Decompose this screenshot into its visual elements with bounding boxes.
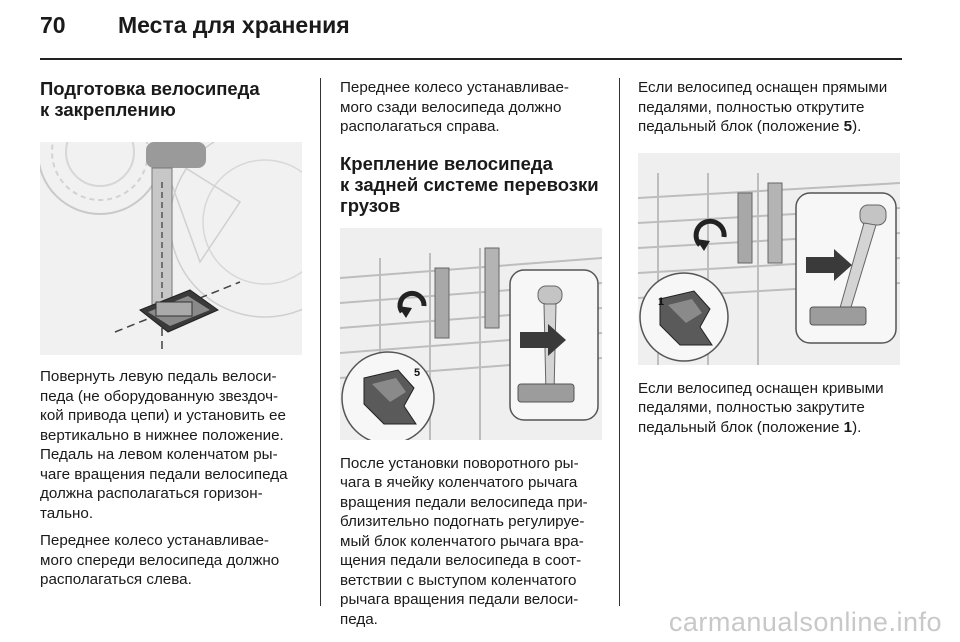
front-wheel-left-note: Переднее колесо устанавливае- мого спереди велосипеда должно располагаться слева. [40,532,280,588]
column-divider-2 [619,78,620,606]
column-2 [340,78,608,629]
column-3 [638,78,906,437]
rear-wheel-right-note: Переднее колесо устанавливае- мого сзади велосипеда должно располагаться справа. [340,79,569,135]
column-divider-1 [320,78,321,606]
position-label-5: 5 [414,366,421,379]
position-label-1: 1 [658,295,665,308]
section-heading-attach: Крепление велосипеда к задней системе перевозки грузов [340,152,599,216]
header-divider [40,58,902,60]
straight-pedal-instruction: Если велосипед оснащен прямыми педалями, полностью открутите педальный блок (положение 5). [638,79,888,135]
column-1 [40,78,308,590]
section-heading-prepare: Подготовка велосипеда к закреплению [40,78,260,120]
chapter-title: Места для хранения [118,12,350,38]
prepare-instruction: Повернуть левую педаль велоси- педа (не оборудованную звездоч- кой привода цепи) и установить ее вертикально в нижнее положение. Педаль на левом коленчатом ры- чаге вращения педали велосипеда должна располагаться горизон- тально. [40,368,288,522]
crank-block-illustration-5 [340,228,602,440]
adjust-instruction: После установки поворотного ры- чага в ячейку коленчатого рычага вращения педали велосипеда при- близительно подогнать регулируе- мый блок коленчатого рычага вра- щения педали велосипеда в соот- ветствии с выступом коленчатого рычага вращения педали велоси- педа. [340,454,588,628]
watermark: carmanualsonline.info [668,607,942,637]
pedal-vertical-illustration [40,142,302,355]
crank-block-illustration-1 [638,153,900,365]
page-number: 70 [40,12,66,38]
curved-pedal-instruction: Если велосипед оснащен кривыми педалями, полностью закрутите педальный блок (положение 1). [638,379,884,436]
